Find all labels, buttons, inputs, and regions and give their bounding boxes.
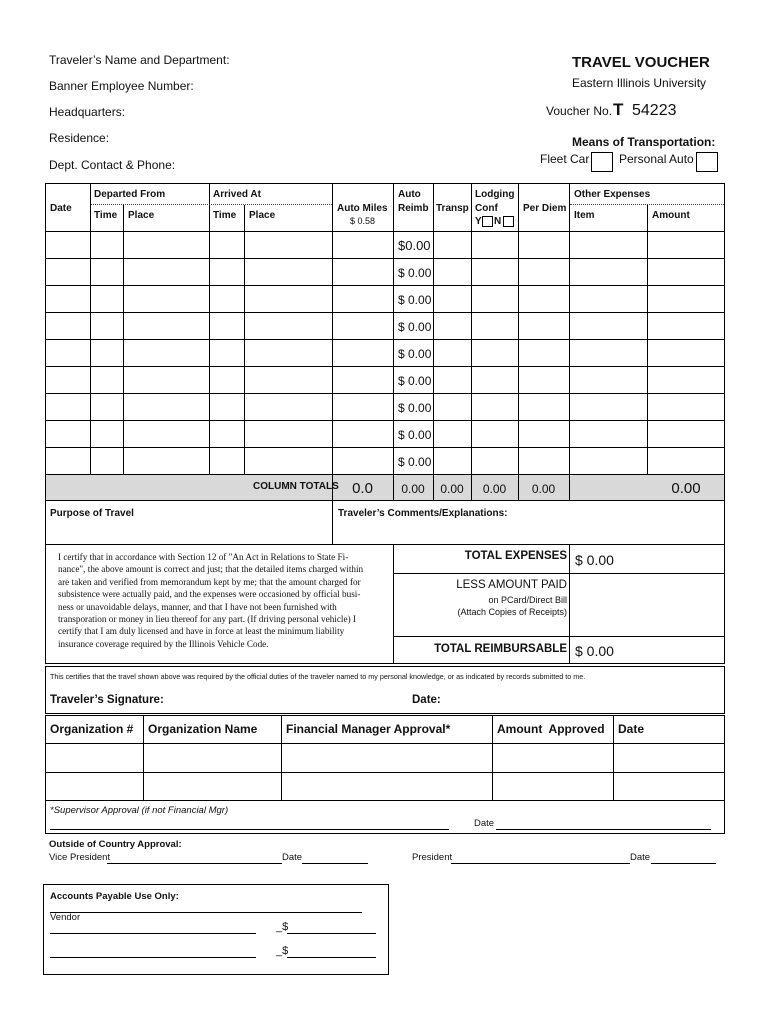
voucher-number[interactable]: 54223 <box>632 102 677 119</box>
col-item: Item <box>574 210 595 221</box>
reimb-cell: $ 0.00 <box>398 320 432 334</box>
headquarters-label: Headquarters: <box>49 105 126 119</box>
reimb-cell: $0.00 <box>398 238 431 253</box>
reimb-cell: $ 0.00 <box>398 266 432 280</box>
fleet-car-checkbox[interactable] <box>591 152 613 172</box>
means-of-transportation-label: Means of Transportation: <box>572 135 716 149</box>
personal-auto-checkbox[interactable] <box>696 152 718 172</box>
col-date: Date <box>50 203 72 214</box>
column-totals-label: COLUMN TOTALS <box>253 481 339 492</box>
col-other-expenses: Other Expenses <box>574 189 651 200</box>
travelers-signature-label[interactable]: Traveler’s Signature: <box>50 694 164 706</box>
signature-date-label[interactable]: Date: <box>412 694 441 706</box>
page-title: TRAVEL VOUCHER <box>572 54 710 71</box>
col-per-diem: Per Diem <box>523 203 567 214</box>
personal-auto-label: Personal Auto <box>619 152 694 166</box>
total-transp: 0.00 <box>440 482 464 496</box>
president-label: President <box>412 852 453 863</box>
outside-country-title: Outside of Country Approval: <box>49 839 182 850</box>
vice-president-line[interactable] <box>107 863 282 864</box>
col-lodging: Lodging <box>475 189 515 200</box>
purpose-of-travel-label: Purpose of Travel <box>50 508 134 519</box>
vendor-line-1[interactable] <box>50 933 256 934</box>
col-organization-number: Organization # <box>50 722 134 736</box>
dollar-sign-2: _$ <box>276 945 289 957</box>
vp-date-label: Date <box>282 852 303 863</box>
vp-date-line[interactable] <box>302 863 368 864</box>
vendor-line-2[interactable] <box>50 957 256 958</box>
reimb-cell: $ 0.00 <box>398 401 432 415</box>
amount-line-1[interactable] <box>287 933 376 934</box>
total-reimbursable-value: $ 0.00 <box>575 643 614 659</box>
president-date-line[interactable] <box>651 863 716 864</box>
col-organization-name: Organization Name <box>148 722 258 736</box>
col-departed-place: Place <box>128 210 155 221</box>
on-pcard-label: on PCard/Direct Bill <box>488 595 567 605</box>
president-date-label: Date <box>630 852 651 863</box>
col-amount-approved: Amount Approved <box>497 722 605 736</box>
purpose-comments-box[interactable] <box>45 500 725 545</box>
total-auto-miles: 0.0 <box>352 480 373 497</box>
university-name: Eastern Illinois University <box>572 76 707 90</box>
accounts-payable-title: Accounts Payable Use Only: <box>50 891 179 902</box>
col-departed-from: Departed From <box>94 189 166 200</box>
banner-number-label: Banner Employee Number: <box>49 79 194 93</box>
col-arrived-time: Time <box>213 210 237 221</box>
reimb-cell: $ 0.00 <box>398 347 432 361</box>
col-amount: Amount <box>652 210 690 221</box>
supervisor-date-line[interactable] <box>496 829 711 830</box>
col-conf: Conf <box>475 203 498 214</box>
col-arrived-place: Place <box>249 210 276 221</box>
auto-rate: $ 0.58 <box>350 216 376 226</box>
col-financial-manager-approval: Financial Manager Approval* <box>286 722 451 736</box>
total-other-amount: 0.00 <box>671 480 701 497</box>
col-auto: Auto <box>398 189 421 200</box>
total-per-diem: 0.00 <box>531 482 556 496</box>
amount-line-2[interactable] <box>287 957 376 958</box>
traveler-name-label: Traveler’s Name and Department: <box>49 53 230 67</box>
col-departed-time: Time <box>94 210 118 221</box>
total-lodging: 0.00 <box>482 482 507 496</box>
voucher-prefix: T <box>613 100 624 119</box>
reimb-cell: $ 0.00 <box>398 428 432 442</box>
fleet-car-label: Fleet Car <box>540 152 590 166</box>
voucher-label: Voucher No. <box>546 104 613 118</box>
col-reimb: Reimb <box>398 203 429 214</box>
col-arrived-at: Arrived At <box>213 189 261 200</box>
supervisor-signature-line[interactable] <box>50 829 449 830</box>
supervisor-approval-label: *Supervisor Approval (if not Financial Mgr) <box>50 805 229 816</box>
conf-yes-label: Y <box>475 216 482 227</box>
certifies-statement: This certifies that the travel shown above was required by the official duties of the traveler named to my personal knowledge, or as indicated by records submitted to me. <box>50 672 586 681</box>
president-line[interactable] <box>451 863 630 864</box>
total-reimbursable-label: TOTAL REIMBURSABLE <box>434 643 567 655</box>
dept-contact-label: Dept. Contact & Phone: <box>49 158 176 172</box>
conf-yes-checkbox[interactable] <box>482 216 493 227</box>
conf-no-label: N <box>494 216 502 227</box>
vice-president-label: Vice President <box>49 852 111 863</box>
reimb-cell: $ 0.00 <box>398 455 432 469</box>
conf-no-checkbox[interactable] <box>503 216 514 227</box>
dollar-sign-1: _$ <box>276 921 289 933</box>
supervisor-date-label: Date <box>474 818 495 829</box>
total-auto-reimb: 0.00 <box>401 482 425 496</box>
col-transp: Transp <box>436 203 469 214</box>
total-expenses-value: $ 0.00 <box>575 552 614 568</box>
certification-text: I certify that in accordance with Section 12 of "An Act in Relations to State Fi- nance", the above amount is correct and just; that the detailed items charged within are taken and verified from memorandum kept by me; that the amount charged for subsistence were actually paid, and the expenses were occasioned by official busi- ness or unavoidable delays, manner, and that I have not been furnished with transporation or money in lieu thereof for any part. (If driving personal vehicle) I certify that I am duly licensed and have in force at least the minimum liability insurance coverage required by the Illinois Vehicle Code. <box>58 552 364 649</box>
col-auto-miles: Auto Miles <box>337 203 388 214</box>
col-approval-date: Date <box>618 722 645 736</box>
attach-receipts-label: (Attach Copies of Receipts) <box>457 607 567 617</box>
vendor-top-line <box>50 912 362 913</box>
residence-label: Residence: <box>49 131 110 145</box>
reimb-cell: $ 0.00 <box>398 293 432 307</box>
vendor-label: Vendor <box>50 912 81 923</box>
total-expenses-label: TOTAL EXPENSES <box>464 550 567 562</box>
reimb-cell: $ 0.00 <box>398 374 432 388</box>
travelers-comments-label: Traveler’s Comments/Explanations: <box>338 508 508 519</box>
less-amount-paid-label: LESS AMOUNT PAID <box>456 579 567 591</box>
